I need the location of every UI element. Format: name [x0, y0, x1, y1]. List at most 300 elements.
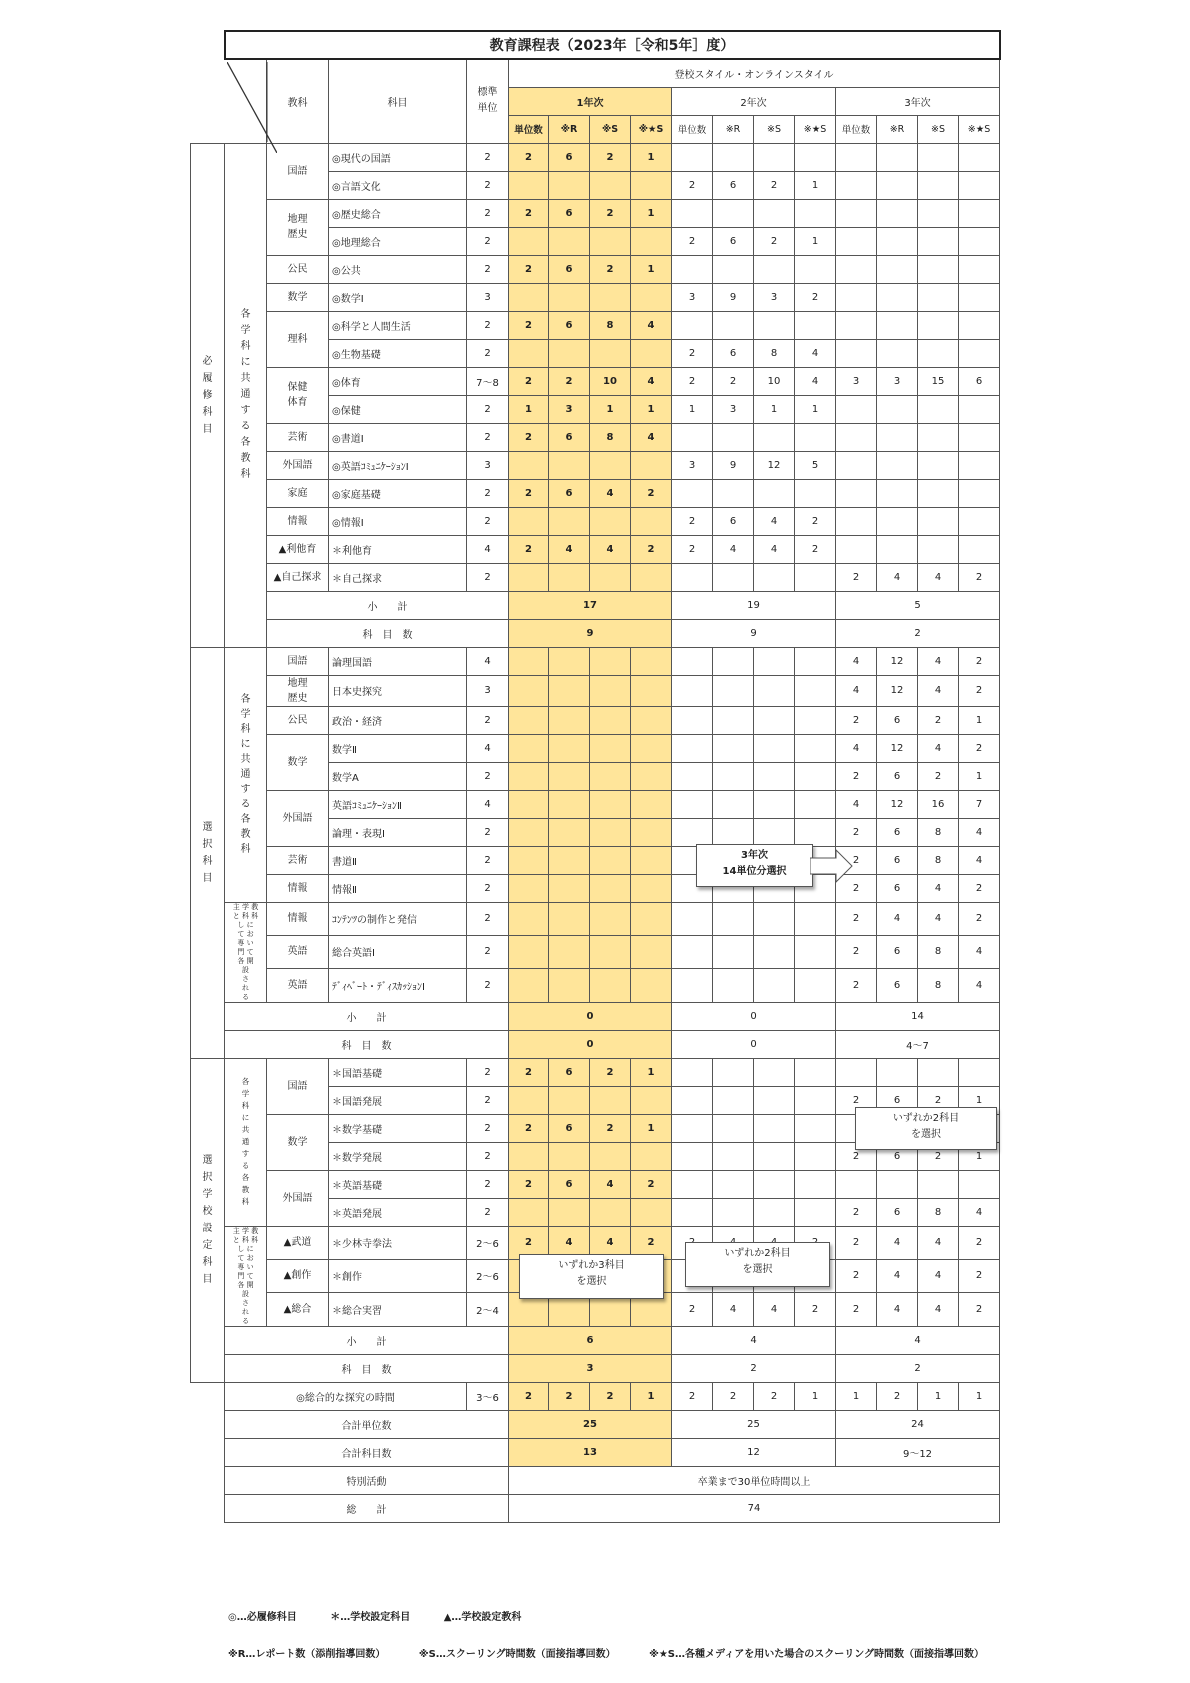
value-y3-1: 4 [877, 1293, 918, 1326]
value-y1-3 [631, 227, 672, 255]
value-y3-0: 2 [836, 1293, 877, 1326]
table-row [191, 1494, 1000, 1522]
subtotal-value: 17 [509, 591, 672, 619]
value-y1-2 [590, 874, 631, 902]
value-y1-2: 4 [590, 1226, 631, 1259]
value-y1-1 [549, 935, 590, 968]
standard-units: 2 [467, 762, 509, 790]
value-y3-1: 3 [877, 367, 918, 395]
value-y2-0 [672, 1058, 713, 1086]
value-y1-3 [631, 1086, 672, 1114]
value-y1-2 [590, 762, 631, 790]
value-y2-2: 2 [754, 171, 795, 199]
value-y2-1: 6 [713, 171, 754, 199]
value-y1-2 [590, 171, 631, 199]
value-y1-3 [631, 762, 672, 790]
value-y2-1 [713, 790, 754, 818]
subtotal-value: 5 [836, 591, 1000, 619]
header-col-1-0: 単位数 [509, 115, 549, 143]
value-y1-1 [549, 675, 590, 706]
value-y3-2: 4 [918, 1259, 959, 1292]
value-y3-2: 4 [918, 675, 959, 706]
value-y2-1 [713, 1170, 754, 1198]
value-y2-1: 3 [713, 395, 754, 423]
subject-name: 日本史探究 [329, 675, 467, 706]
value-y3-2: 8 [918, 818, 959, 846]
value-y3-3: 2 [959, 675, 1000, 706]
standard-units: 2～6 [467, 1259, 509, 1292]
value-y3-2: 2 [918, 1086, 959, 1114]
table-row [191, 1002, 1000, 1030]
value-y1-0 [509, 818, 549, 846]
value-y1-0 [509, 283, 549, 311]
value-y2-2 [754, 423, 795, 451]
value-y2-0 [672, 1198, 713, 1226]
header-col-3-3: ※★S [959, 115, 1000, 143]
value-y2-0 [672, 255, 713, 283]
subject-name: ＊国語基礎 [329, 1058, 467, 1086]
value-y3-2: 4 [918, 734, 959, 762]
value-y2-0: 2 [672, 507, 713, 535]
value-y1-0: 2 [509, 367, 549, 395]
value-y3-3 [959, 143, 1000, 171]
value-y2-1: 4 [713, 1293, 754, 1326]
special-value: 卒業まで30単位時間以上 [509, 1466, 1000, 1494]
subject-name: 論理・表現Ⅰ [329, 818, 467, 846]
inquiry-value: 1 [918, 1382, 959, 1410]
table-row [191, 143, 1000, 171]
value-y1-3 [631, 902, 672, 935]
value-y3-0: 2 [836, 1259, 877, 1292]
value-y3-1 [877, 535, 918, 563]
value-y3-2 [918, 1170, 959, 1198]
value-y3-0 [836, 423, 877, 451]
value-y3-0: 4 [836, 647, 877, 675]
value-y1-0: 2 [509, 1114, 549, 1142]
value-y1-1: 6 [549, 255, 590, 283]
subject-name: ◎公共 [329, 255, 467, 283]
value-y3-2: 4 [918, 902, 959, 935]
subject-name: ◎体育 [329, 367, 467, 395]
value-y3-1 [877, 199, 918, 227]
table-row [191, 507, 1000, 535]
inquiry-value: 1 [836, 1382, 877, 1410]
value-y3-1: 6 [877, 818, 918, 846]
value-y1-0: 2 [509, 311, 549, 339]
value-y2-1: 6 [713, 507, 754, 535]
value-y1-3 [631, 171, 672, 199]
value-y2-2 [754, 706, 795, 734]
table-row [191, 734, 1000, 762]
value-y2-3: 1 [795, 171, 836, 199]
value-y3-2 [918, 423, 959, 451]
value-y3-0: 4 [836, 675, 877, 706]
value-y3-0: 2 [836, 874, 877, 902]
value-y2-0 [672, 762, 713, 790]
value-y2-3 [795, 1142, 836, 1170]
subject-name: ◎英語ｺﾐｭﾆｹｰｼｮﾝⅠ [329, 451, 467, 479]
value-y2-2 [754, 479, 795, 507]
section-required: 必 履 修 科 目 [191, 143, 225, 647]
value-y3-2 [918, 143, 959, 171]
standard-units: 4 [467, 647, 509, 675]
header-subject: 科目 [329, 59, 467, 143]
value-y2-0 [672, 1170, 713, 1198]
value-y2-1 [713, 734, 754, 762]
subject-area: 芸術 [267, 423, 329, 451]
total-label: 合計単位数 [225, 1410, 509, 1438]
value-y1-0 [509, 451, 549, 479]
value-y2-3 [795, 935, 836, 968]
standard-units: 2～6 [467, 1226, 509, 1259]
value-y3-3 [959, 339, 1000, 367]
value-y2-2 [754, 675, 795, 706]
header-col-2-2: ※S [754, 115, 795, 143]
value-y3-1: 12 [877, 790, 918, 818]
value-y1-0 [509, 675, 549, 706]
value-y2-1 [713, 969, 754, 1002]
value-y2-0 [672, 563, 713, 591]
value-y3-0 [836, 143, 877, 171]
value-y1-2 [590, 706, 631, 734]
value-y1-2: 4 [590, 535, 631, 563]
value-y2-2 [754, 255, 795, 283]
inquiry-value: 1 [795, 1382, 836, 1410]
value-y2-3: 1 [795, 395, 836, 423]
category-common: 各 学 科 に 共 通 す る 各 教 科 [225, 647, 267, 902]
value-y1-1 [549, 507, 590, 535]
value-y3-1: 4 [877, 902, 918, 935]
value-y3-0 [836, 311, 877, 339]
standard-units: 2～4 [467, 1293, 509, 1326]
value-y2-1 [713, 311, 754, 339]
value-y1-2 [590, 507, 631, 535]
subject-area: 情報 [267, 902, 329, 935]
value-y3-1: 6 [877, 762, 918, 790]
standard-units: 2 [467, 395, 509, 423]
value-y1-3 [631, 706, 672, 734]
value-y3-2 [918, 535, 959, 563]
total-label: 合計科目数 [225, 1438, 509, 1466]
standard-units: 2 [467, 479, 509, 507]
subject-area: ▲自己探求 [267, 563, 329, 591]
value-y2-0: 3 [672, 283, 713, 311]
value-y3-3 [959, 451, 1000, 479]
standard-units: 4 [467, 535, 509, 563]
value-y1-1: 6 [549, 311, 590, 339]
standard-units: 2 [467, 846, 509, 874]
value-y1-1 [549, 227, 590, 255]
value-y1-1 [549, 874, 590, 902]
value-y3-3: 2 [959, 647, 1000, 675]
value-y2-3: 2 [795, 283, 836, 311]
value-y2-2 [754, 563, 795, 591]
standard-units: 2 [467, 507, 509, 535]
subtotal-value: 0 [672, 1002, 836, 1030]
count-value: 9 [509, 619, 672, 647]
value-y2-3: 2 [795, 535, 836, 563]
table-row [191, 535, 1000, 563]
subject-area: 国語 [267, 647, 329, 675]
value-y3-2 [918, 311, 959, 339]
inquiry-value: 2 [672, 1382, 713, 1410]
value-y3-2: 8 [918, 1198, 959, 1226]
value-y1-0 [509, 563, 549, 591]
value-y1-2 [590, 339, 631, 367]
value-y3-3: 6 [959, 367, 1000, 395]
value-y3-2 [918, 1058, 959, 1086]
value-y2-3 [795, 1086, 836, 1114]
value-y1-0 [509, 1198, 549, 1226]
value-y2-1 [713, 199, 754, 227]
value-y2-1 [713, 1058, 754, 1086]
blank-left [191, 1410, 225, 1438]
standard-units: 2 [467, 818, 509, 846]
value-y1-1 [549, 171, 590, 199]
table-row [191, 1382, 1000, 1410]
header-year-1: 1年次 [509, 87, 672, 115]
value-y3-0: 3 [836, 367, 877, 395]
subtotal-value: 4 [836, 1326, 1000, 1354]
header-diagonal-cell [225, 59, 267, 143]
value-y3-0 [836, 199, 877, 227]
value-y1-3: 1 [631, 395, 672, 423]
value-y3-3 [959, 479, 1000, 507]
subtotal-label: 小 計 [267, 591, 509, 619]
value-y1-3 [631, 935, 672, 968]
subject-name: 英語ｺﾐｭﾆｹｰｼｮﾝⅡ [329, 790, 467, 818]
value-y1-2 [590, 846, 631, 874]
legend-line-2 [228, 1645, 1014, 1660]
value-y2-1 [713, 479, 754, 507]
value-y2-3 [795, 734, 836, 762]
subject-area: 外国語 [267, 1170, 329, 1226]
value-y2-3: 5 [795, 451, 836, 479]
value-y3-1 [877, 255, 918, 283]
value-y2-3 [795, 969, 836, 1002]
subject-name: ＊国語発展 [329, 1086, 467, 1114]
subject-name: 数学A [329, 762, 467, 790]
value-y3-0 [836, 395, 877, 423]
standard-units: 7～8 [467, 367, 509, 395]
subject-area: ▲武道 [267, 1226, 329, 1259]
value-y3-1: 6 [877, 706, 918, 734]
value-y1-0 [509, 339, 549, 367]
table-row [191, 1354, 1000, 1382]
blank-left [191, 1382, 225, 1410]
value-y2-0 [672, 311, 713, 339]
value-y2-3 [795, 199, 836, 227]
standard-units: 2 [467, 935, 509, 968]
value-y2-1 [713, 1114, 754, 1142]
value-y3-2: 2 [918, 762, 959, 790]
inquiry-value: 2 [590, 1382, 631, 1410]
value-y3-0: 2 [836, 1142, 877, 1170]
standard-units: 2 [467, 1058, 509, 1086]
value-y1-3 [631, 675, 672, 706]
inquiry-value: 2 [754, 1382, 795, 1410]
subject-name: ＊英語発展 [329, 1198, 467, 1226]
value-y3-3 [959, 423, 1000, 451]
value-y3-1: 6 [877, 846, 918, 874]
value-y3-3: 1 [959, 1086, 1000, 1114]
section-elective: 選 択 科 目 [191, 647, 225, 1058]
value-y1-0: 2 [509, 199, 549, 227]
header-col-1-2: ※S [590, 115, 631, 143]
value-y3-3: 2 [959, 734, 1000, 762]
standard-units: 2 [467, 1198, 509, 1226]
value-y3-0 [836, 171, 877, 199]
value-y3-3 [959, 199, 1000, 227]
value-y1-1: 6 [549, 423, 590, 451]
value-y1-3 [631, 563, 672, 591]
inquiry-std: 3～6 [467, 1382, 509, 1410]
value-y1-0 [509, 846, 549, 874]
value-y1-1: 6 [549, 1114, 590, 1142]
section-school-elective: 選 択 学 校 設 定 科 目 [191, 1058, 225, 1382]
table-row [191, 1030, 1000, 1058]
value-y1-1: 6 [549, 1058, 590, 1086]
value-y2-3 [795, 1198, 836, 1226]
value-y1-2: 1 [590, 395, 631, 423]
inquiry-value: 1 [631, 1382, 672, 1410]
value-y1-3 [631, 1142, 672, 1170]
value-y1-3: 4 [631, 311, 672, 339]
subject-name: ◎言語文化 [329, 171, 467, 199]
value-y2-3: 1 [795, 227, 836, 255]
table-row [191, 874, 1000, 902]
value-y3-1: 4 [877, 1226, 918, 1259]
value-y3-0: 2 [836, 563, 877, 591]
standard-units: 2 [467, 423, 509, 451]
header-col-3-1: ※R [877, 115, 918, 143]
value-y1-1 [549, 734, 590, 762]
subject-area: 数学 [267, 1114, 329, 1170]
value-y2-0 [672, 818, 713, 846]
value-y3-2: 4 [918, 1226, 959, 1259]
value-y2-3 [795, 143, 836, 171]
subject-name: ◎現代の国語 [329, 143, 467, 171]
value-y1-3: 1 [631, 199, 672, 227]
value-y1-1: 4 [549, 535, 590, 563]
table-row [191, 1438, 1000, 1466]
value-y1-3 [631, 451, 672, 479]
value-y2-3 [795, 902, 836, 935]
value-y1-2 [590, 283, 631, 311]
value-y3-3: 2 [959, 563, 1000, 591]
value-y2-1 [713, 818, 754, 846]
subject-name: ＊自己探求 [329, 563, 467, 591]
value-y1-2 [590, 647, 631, 675]
header-year-2: 2年次 [672, 87, 836, 115]
value-y3-2: 4 [918, 647, 959, 675]
header-year-3: 3年次 [836, 87, 1000, 115]
subject-area: 外国語 [267, 790, 329, 846]
value-y3-0: 4 [836, 790, 877, 818]
value-y2-0: 2 [672, 339, 713, 367]
inquiry-value: 2 [549, 1382, 590, 1410]
subtotal-value: 0 [509, 1002, 672, 1030]
value-y2-0: 2 [672, 535, 713, 563]
value-y3-3 [959, 1058, 1000, 1086]
value-y1-1 [549, 902, 590, 935]
value-y1-2 [590, 734, 631, 762]
value-y1-3 [631, 969, 672, 1002]
table-row [191, 619, 1000, 647]
value-y3-3 [959, 1170, 1000, 1198]
subject-area: 国語 [267, 1058, 329, 1114]
value-y3-1: 6 [877, 1142, 918, 1170]
value-y1-1 [549, 790, 590, 818]
value-y2-2 [754, 647, 795, 675]
count-value: 2 [836, 1354, 1000, 1382]
value-y3-1 [877, 171, 918, 199]
value-y3-1 [877, 1170, 918, 1198]
subject-name: ＊創作 [329, 1259, 467, 1292]
subject-area: 公民 [267, 706, 329, 734]
legend-school-area: ▲…学校設定教科 [443, 1612, 522, 1623]
subject-name: ＊数学基礎 [329, 1114, 467, 1142]
value-y2-1 [713, 255, 754, 283]
value-y3-3: 7 [959, 790, 1000, 818]
value-y2-0: 2 [672, 171, 713, 199]
value-y1-0: 2 [509, 479, 549, 507]
standard-units: 2 [467, 969, 509, 1002]
standard-units: 2 [467, 902, 509, 935]
standard-units: 2 [467, 1142, 509, 1170]
value-y2-3 [795, 1170, 836, 1198]
value-y2-0: 2 [672, 227, 713, 255]
value-y3-3 [959, 311, 1000, 339]
header-col-2-1: ※R [713, 115, 754, 143]
standard-units: 2 [467, 1086, 509, 1114]
value-y3-2 [918, 171, 959, 199]
value-y2-0: 3 [672, 451, 713, 479]
callout-y3-choose2-text: いずれか2科目 を選択 [892, 1113, 960, 1140]
value-y1-3 [631, 874, 672, 902]
count-value: 2 [672, 1354, 836, 1382]
value-y3-2 [918, 451, 959, 479]
value-y3-0 [836, 1170, 877, 1198]
value-y1-0: 2 [509, 1226, 549, 1259]
subject-name: ◎保健 [329, 395, 467, 423]
subject-area: 家庭 [267, 479, 329, 507]
subject-area: 芸術 [267, 846, 329, 874]
subject-name: ◎科学と人間生活 [329, 311, 467, 339]
special-label: 特別活動 [225, 1466, 509, 1494]
value-y3-0: 2 [836, 1086, 877, 1114]
value-y3-3 [959, 255, 1000, 283]
value-y3-1: 6 [877, 935, 918, 968]
value-y1-2 [590, 675, 631, 706]
value-y3-1 [877, 283, 918, 311]
table-row [191, 1058, 1000, 1086]
table-row [191, 846, 1000, 874]
value-y3-1: 4 [877, 563, 918, 591]
value-y3-2 [918, 479, 959, 507]
legend-schooling: ※S…スクーリング時間数（面接指導回数） [418, 1649, 616, 1660]
standard-units: 4 [467, 734, 509, 762]
value-y3-0: 2 [836, 969, 877, 1002]
value-y2-2: 4 [754, 535, 795, 563]
value-y1-1 [549, 283, 590, 311]
value-y3-3: 1 [959, 762, 1000, 790]
value-y1-3 [631, 647, 672, 675]
value-y2-0 [672, 935, 713, 968]
table-row [191, 647, 1000, 675]
value-y2-0 [672, 902, 713, 935]
callout-y1-choose3 [519, 1254, 664, 1299]
